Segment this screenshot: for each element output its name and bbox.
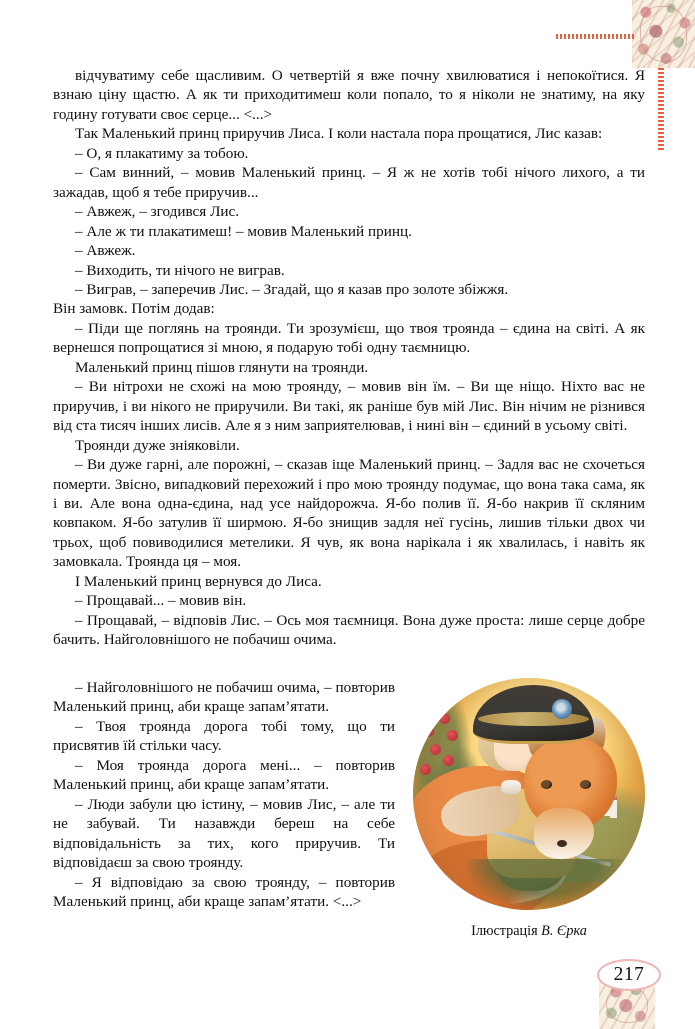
paragraph: І Маленький принц вернувся до Лиса. bbox=[75, 572, 322, 590]
caption-prefix: Ілюстрація bbox=[471, 923, 538, 939]
text-with-figure-zone bbox=[53, 678, 645, 940]
paragraph: – Але ж ти плакатимеш! – мовив Маленький принц. bbox=[75, 222, 412, 240]
paragraph: – Твоя троянда дорога тобі тому, що ти присвятив їй стільки часу. bbox=[53, 717, 395, 755]
illustration-figure bbox=[413, 678, 645, 940]
paragraph: відчуватиму себе щасливим. О четвертій я вже почну хвилюватися і непокоїтися. Я взнаю ціну щастю. А як ти приходитимеш коли попало, то я ніколи не знатиму, на яку годину готувати своє серце... <...> bbox=[53, 67, 645, 123]
paragraph: – Моя троянда дорога мені... – повторив Маленький принц, аби краще запам’ятати. bbox=[53, 756, 395, 794]
top-right-floral-ornament bbox=[632, 0, 695, 68]
page-text-body bbox=[53, 66, 645, 650]
paragraph: – Ви нітрохи не схожі на мою троянду, – мовив він їм. – Ви ще ніщо. Ніхто вас не приручив, і ви нікого не приручили. Ви такі, як раніше був мій Лис. Він нічим не різнився від ста тисяч інших лисів. Але я з ним заприятелював, і нині він – єдиний в усьому світі. bbox=[53, 378, 645, 435]
paragraph: – Сам винний, – мовив Маленький принц. – Я ж не хотів тобі нічого лихого, а ти зажадав, щоб я тебе приручив... bbox=[53, 164, 645, 201]
paragraph: – Найголовнішого не побачиш очима, – повторив Маленький принц, аби краще запам’ятати. bbox=[53, 679, 395, 716]
caption-author: В. Єрка bbox=[541, 923, 587, 939]
dashed-horizontal-rule bbox=[556, 34, 636, 39]
figure-caption bbox=[413, 923, 645, 940]
vignette bbox=[413, 678, 645, 910]
page-number: 217 bbox=[597, 959, 661, 991]
paragraph: Маленький принц пішов глянути на троянди. bbox=[75, 358, 369, 376]
paragraph: – Прощавай, – відповів Лис. – Ось моя таємниця. Вона дуже проста: лише серце добре бачить. Найголовнішого не побачиш очима. bbox=[53, 611, 645, 649]
paragraph: – Ви дуже гарні, але порожні, – сказав іще Маленький принц. – Задля вас не схочеться померти. Звісно, випадковий перехожий і про мою троянду подумає, що вона така сама, як і ви. Але вона одна-єдина, над усе найдорожча. Я-бо полив її. Я-бо накрив її скляним ковпаком. Я-бо затулив її ширмою. Я-бо знищив задля неї гусінь, лишив тільки двох чи трьох, щоб повиводилися метелики. Я чув, як вона нарікала і як хвалилась, і навіть як замовкала. Троянда ця – моя. bbox=[53, 456, 645, 571]
paragraph: – Авжеж, – згодився Лис. bbox=[75, 203, 240, 221]
paragraph: – Виходить, ти нічого не виграв. bbox=[75, 261, 285, 279]
paragraph: – Прощавай... – мовив він. bbox=[75, 592, 247, 610]
paragraph: Він замовк. Потім додав: bbox=[53, 300, 215, 318]
paragraph: – Я відповідаю за свою троянду, – повторив Маленький принц, аби краще запам’ятати. <...> bbox=[53, 873, 395, 910]
circular-illustration bbox=[413, 678, 645, 910]
paragraph: Так Маленький принц приручив Лиса. І коли настала пора прощатися, Лис казав: bbox=[75, 125, 603, 143]
paragraph: – Виграв, – заперечив Лис. – Згадай, що я казав про золоте збіжжя. bbox=[75, 280, 509, 298]
paragraph: Троянди дуже зніяковіли. bbox=[75, 436, 240, 454]
dashed-vertical-rule bbox=[658, 68, 664, 152]
paragraph: – Піди ще поглянь на троянди. Ти зрозумієш, що твоя троянда – єдина на світі. А як вернешся попрощатися зі мною, я подарую тобі одну таємницю. bbox=[53, 319, 645, 357]
paragraph: – Авжеж. bbox=[75, 242, 136, 260]
paragraph: – Люди забули цю істину, – мовив Лис, – але ти не забувай. Ти назавжди береш на себе відповідальність за тих, кого приручив. Ти відповідаєш за свою троянду. bbox=[53, 795, 395, 872]
paragraph: – О, я плакатиму за тобою. bbox=[75, 144, 249, 162]
